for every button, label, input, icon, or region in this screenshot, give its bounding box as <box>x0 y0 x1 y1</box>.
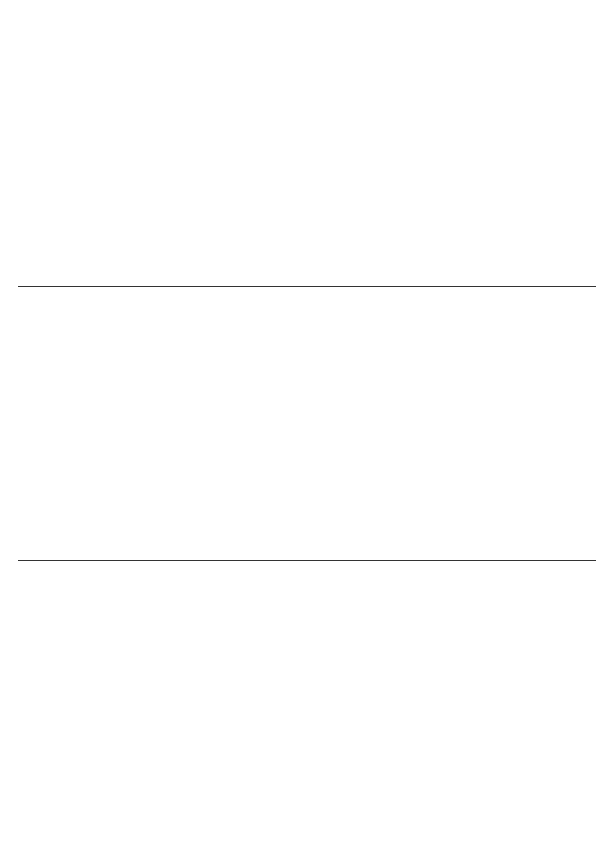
donor-list-middle <box>22 292 582 552</box>
divider <box>18 560 596 561</box>
divider <box>18 286 596 287</box>
bottom-section <box>22 568 582 838</box>
donor-list-top <box>22 22 582 282</box>
